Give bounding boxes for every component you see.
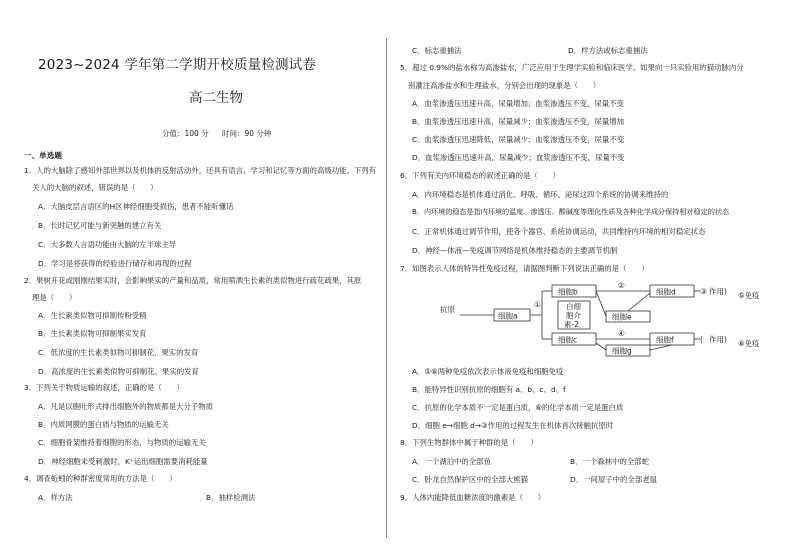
option-d[interactable]: D．高浓度的生长素类似物可抑制花、果实的发育 — [38, 367, 199, 376]
question-stem-line: 关人的大脑的叙述，错误的是（ ） — [32, 183, 158, 192]
option-a[interactable]: A．样方法 — [38, 493, 73, 502]
column-divider — [386, 38, 387, 538]
option-d[interactable]: D．一间屋子中的全部老鼠 — [570, 475, 657, 484]
question-stem-line: 9．人体内能降低血糖浓度的激素是（ ） — [400, 493, 546, 502]
exam-title: 2023~2024 学年第二学期开校质量检测试卷 — [38, 57, 317, 73]
il2-label-1: 白细 — [566, 302, 581, 311]
question-stem-line: 4．调查蚯蚓的种群密度常用的方法是（ ） — [24, 474, 177, 483]
question-stem-line: 8．下列生物群体中属于种群的是（ ） — [400, 438, 538, 447]
action-label-top: 作用 — [709, 287, 724, 296]
option-c[interactable]: C．血浆渗透压迅速降低，尿量减少；血浆渗透压不变，尿量不变 — [412, 135, 625, 144]
option-b[interactable]: B．内环境的稳态是指内环境的温度、渗透压、酸碱度等理化性质及各种化学成分保持相对稳定的状态 — [412, 207, 729, 216]
cell-e-label: 细胞e — [612, 312, 632, 322]
il2-label-2: 胞介 — [566, 311, 581, 320]
immunity-6 — [738, 338, 759, 349]
cell-g-label: 细胞g — [612, 346, 632, 356]
option-d[interactable]: D．神经—体液—免疫调节网络是机体维持稳态的主要调节机制 — [412, 246, 618, 255]
cell-c-label: 细胞c — [558, 335, 578, 345]
option-b[interactable]: B．长时记忆可能与新突触的建立有关 — [38, 221, 162, 230]
paren-close-bottom: ) — [724, 335, 727, 344]
step-1-label: ① — [534, 300, 541, 309]
option-b[interactable]: B．血浆渗透压迅速升高，尿量减少；血浆渗透压不变，尿量增加 — [412, 117, 625, 126]
question-stem-line: 5．超过 0.9%的盐水称为高渗盐水，广泛应用于生理学实验和临床医学。如果向一只实验用的猫动脉内分 — [400, 63, 744, 72]
arrow-e-d — [628, 293, 650, 311]
option-c[interactable]: C．标志重捕法 — [412, 46, 462, 55]
step-5-open: ( — [700, 335, 703, 344]
cell-b-label: 细胞b — [558, 287, 578, 297]
option-c[interactable]: C．正常机体通过调节作用，使各个器官、系统协调运动，共同维持内环境的相对稳定状态 — [412, 227, 706, 236]
step-6-label: ⑥ — [738, 339, 745, 348]
immunity-label: 免疫 — [744, 339, 760, 348]
score-info: 分值：100 分 — [162, 129, 209, 138]
immune-process-diagram — [438, 279, 738, 359]
step-5-label: ⑤ — [738, 291, 745, 300]
option-b[interactable]: B．一个森林中的全部蛇 — [570, 457, 649, 466]
option-d[interactable]: D．学习是将获得的经验进行储存和再现的过程 — [38, 259, 192, 268]
step-2-label: ② — [618, 281, 625, 290]
question-stem-line: 2．果树开花或刚刚结果实时，会影响果实的产量和品质，常用喷洒生长素的类似物进行疏花疏果，其原 — [24, 276, 362, 285]
question-stem-line: 3．下列关于物质运输的叙述，正确的是（ ） — [24, 383, 184, 392]
option-a[interactable]: A．大脑皮层言语区的H区神经细胞受损伤，患者不能听懂话 — [38, 202, 234, 211]
question-stem-line: 7．如图表示人体的特异性免疫过程，请据图判断下列说法正确的是（ ） — [400, 264, 649, 273]
option-a[interactable]: A．生长素类似物可抑制传粉受精 — [38, 311, 147, 320]
option-a[interactable]: A．血浆渗透压迅速升高，尿量增加；血浆渗透压不变，尿量不变 — [412, 99, 624, 108]
option-d[interactable]: D．神经细胞未受刺激时，K⁺运出细胞需要消耗能量 — [38, 457, 208, 466]
option-c[interactable]: C．卧龙自然保护区中的全部大熊猫 — [412, 475, 529, 484]
arrow-g-f — [650, 345, 672, 350]
action-label-bottom: 作用 — [709, 335, 724, 344]
option-a[interactable]: A．一个湖泊中的全部鱼 — [412, 457, 491, 466]
arrow-b-e — [596, 291, 606, 316]
option-a[interactable]: A．凡是以胞吐形式排出细胞外的物质都是大分子物质 — [38, 402, 214, 411]
step-4-label: ④ — [618, 329, 625, 338]
cell-a-label: 细胞a — [498, 311, 518, 321]
il2-label-3: 素-2 — [564, 320, 579, 329]
option-c[interactable]: C．抗原的化学本质不一定是蛋白质，⑥的化学本质一定是蛋白质 — [412, 403, 624, 412]
time-info: 时间：90 分钟 — [222, 129, 272, 138]
option-d[interactable]: D．细胞 e→细胞 d→③作用的过程发生在机体首次接触抗原时 — [412, 421, 614, 430]
option-b[interactable]: B．内质网膜的蛋白质与物质的运输无关 — [38, 420, 169, 429]
cell-d-label: 细胞d — [656, 287, 676, 297]
cell-f-label: 细胞f — [656, 335, 674, 345]
immunity-label: 免疫 — [744, 291, 760, 300]
option-a[interactable]: A．内环境稳态是机体通过消化、呼吸、循环、泌尿这四个系统的协调来维持的 — [412, 190, 669, 199]
arrow-c-g — [596, 343, 606, 350]
question-stem-line: 6．下列有关内环境稳态的叙述正确的是（ ） — [400, 171, 560, 180]
question-stem-line: 别灌注高渗盐水和生理盐水，分别会出现的现象是（ ） — [408, 81, 601, 90]
option-d[interactable]: D．样方法或标志重捕法 — [568, 46, 648, 55]
question-stem-line: 1．人的大脑除了感知外部世界以及机体的反射活动外，还具有语言、学习和记忆等方面的高级功能。下列有 — [24, 166, 377, 175]
section-heading: 一、单选题 — [24, 151, 62, 160]
option-b[interactable]: B．生长素类似物可抑制果实发育 — [38, 329, 147, 338]
option-c[interactable]: C．低浓度的生长素类似物可抑制花、果实的发育 — [38, 348, 199, 357]
step-3-label: ③ — [700, 287, 707, 296]
subject-title: 高二生物 — [189, 90, 243, 106]
immunity-5 — [738, 290, 759, 301]
option-a[interactable]: A．⑤⑥两种免疫依次表示体液免疫和细胞免疫 — [412, 367, 564, 376]
option-c[interactable]: C．细胞骨架维持着细胞的形态，与物质的运输无关 — [38, 438, 206, 447]
option-d[interactable]: D．血浆渗透压迅速升高，尿量减少；血浆渗透压不变，尿量不变 — [412, 153, 625, 162]
question-stem-line: 理是（ ） — [32, 293, 77, 302]
diagram-labels — [440, 281, 727, 356]
paren-close-top: ) — [724, 287, 727, 296]
option-b[interactable]: B．能特异性识别抗原的细胞有 a、b、c、d、f — [412, 385, 566, 394]
option-c[interactable]: C．大多数人言语功能由大脑的左半球主导 — [38, 240, 177, 249]
option-b[interactable]: B．抽样检测法 — [206, 493, 256, 502]
antigen-label: 抗原 — [440, 305, 455, 314]
